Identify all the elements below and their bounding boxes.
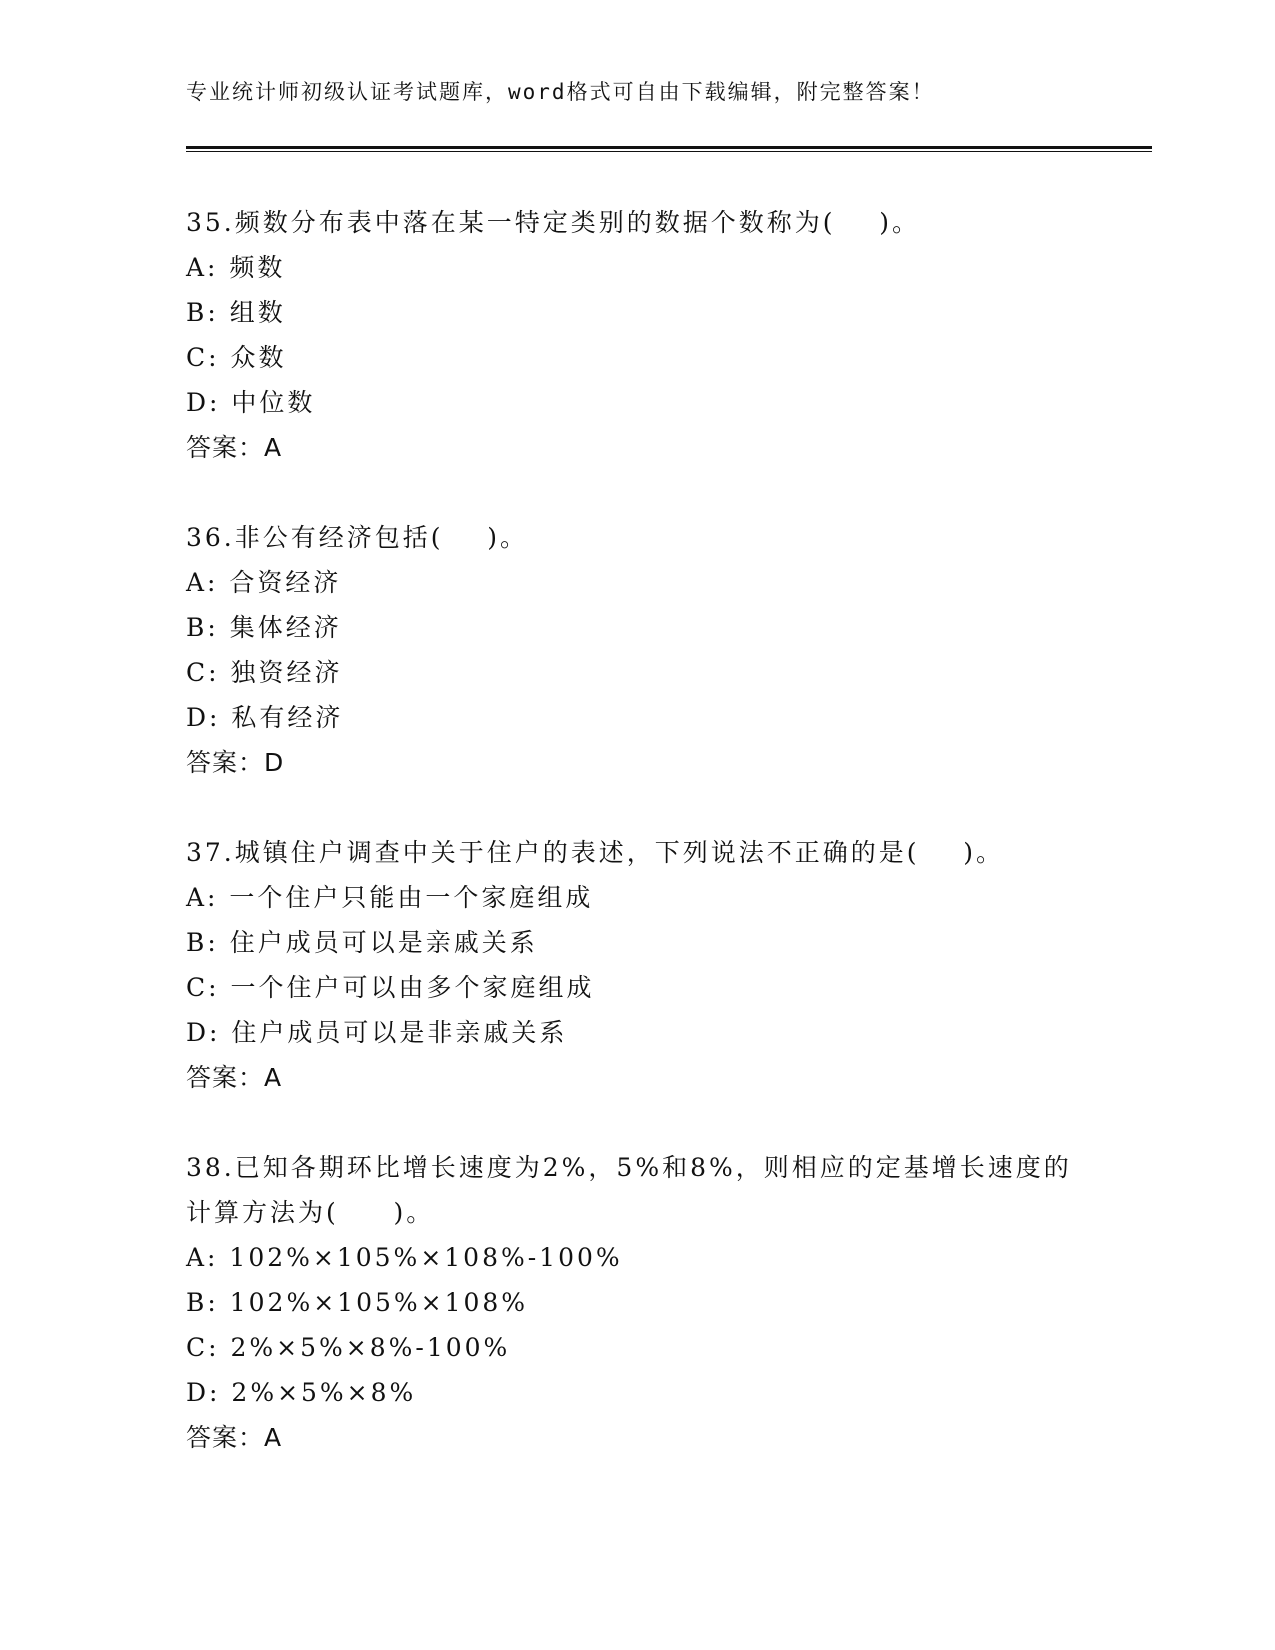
question-35 xyxy=(186,200,1086,470)
option-b: B: 集体经济 xyxy=(186,613,342,642)
option-c: C: 众数 xyxy=(186,343,287,372)
option-c: C: 一个住户可以由多个家庭组成 xyxy=(186,973,595,1002)
option-c: C: 独资经济 xyxy=(186,658,343,687)
option-d: D: 私有经济 xyxy=(186,703,344,732)
question-stem: 35.频数分布表中落在某一特定类别的数据个数称为( )。 xyxy=(186,208,921,237)
option-b: B: 住户成员可以是亲戚关系 xyxy=(186,928,538,957)
option-a: A: 一个住户只能由一个家庭组成 xyxy=(186,883,594,912)
answer-text: 答案：A xyxy=(186,1423,283,1452)
option-d: D: 住户成员可以是非亲戚关系 xyxy=(186,1018,568,1047)
header-divider-thin xyxy=(186,151,1152,152)
option-c: C: 2%×5%×8%-100% xyxy=(186,1333,511,1362)
option-a: A: 102%×105%×108%-100% xyxy=(186,1243,623,1272)
answer-text: 答案：A xyxy=(186,1063,283,1092)
answer-text: 答案：A xyxy=(186,433,283,462)
question-38 xyxy=(186,1145,1086,1460)
question-stem: 37.城镇住户调查中关于住户的表述，下列说法不正确的是( )。 xyxy=(186,838,1005,867)
option-d: D: 2%×5%×8% xyxy=(186,1378,417,1407)
question-36 xyxy=(186,515,1086,785)
option-a: A: 合资经济 xyxy=(186,568,342,597)
question-37 xyxy=(186,830,1086,1100)
question-stem: 36.非公有经济包括( )。 xyxy=(186,523,529,552)
question-stem-line-2: 计算方法为( )。 xyxy=(186,1198,435,1227)
question-stem-line-1: 38.已知各期环比增长速度为2%，5%和8%，则相应的定基增长速度的 xyxy=(186,1153,1072,1182)
page-header-title: 专业统计师初级认证考试题库，word格式可自由下载编辑，附完整答案！ xyxy=(186,80,935,104)
header-divider-thick xyxy=(186,146,1152,149)
answer-text: 答案：D xyxy=(186,748,285,777)
option-a: A: 频数 xyxy=(186,253,286,282)
option-d: D: 中位数 xyxy=(186,388,316,417)
option-b: B: 组数 xyxy=(186,298,286,327)
option-b: B: 102%×105%×108% xyxy=(186,1288,529,1317)
